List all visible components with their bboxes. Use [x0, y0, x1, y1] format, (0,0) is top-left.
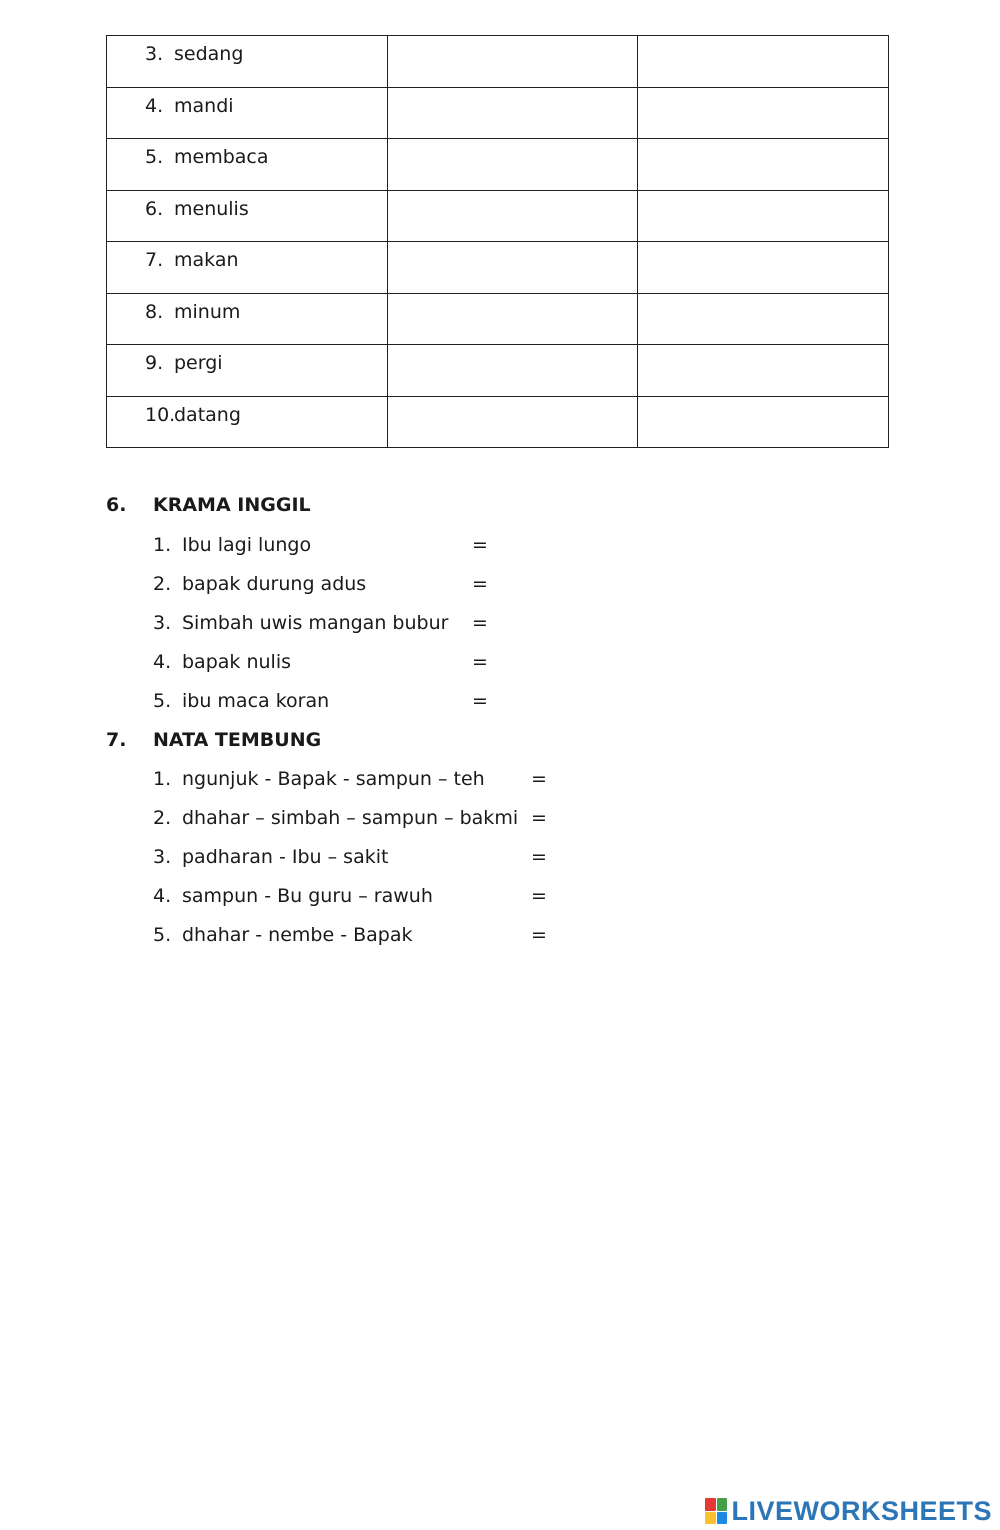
answer-cell[interactable] [638, 190, 889, 242]
word-cell [107, 190, 388, 242]
equals-sign: = [531, 846, 547, 868]
answer-input-col2[interactable] [388, 191, 637, 242]
row-word: minum [174, 300, 241, 323]
answer-input-col3[interactable] [638, 294, 888, 345]
answer-cell[interactable] [388, 242, 638, 294]
answer-cell[interactable] [638, 345, 889, 397]
item-text: padharan - Ibu – sakit [182, 846, 389, 868]
table-row [107, 396, 889, 448]
item-number: 5. [153, 924, 172, 946]
row-word: sedang [174, 43, 244, 65]
list-item [153, 651, 492, 681]
answer-input-col2[interactable] [388, 88, 637, 139]
row-number: 7. [145, 249, 164, 271]
list-item [153, 885, 551, 915]
table-row [107, 87, 889, 139]
row-word: makan [174, 249, 239, 271]
answer-cell[interactable] [638, 139, 889, 191]
word-cell [107, 396, 388, 448]
row-word: mandi [174, 94, 234, 117]
row-number: 6. [145, 197, 164, 220]
section-6-number: 6. [106, 494, 127, 516]
answer-cell[interactable] [388, 190, 638, 242]
word-cell [107, 36, 388, 88]
answer-cell[interactable] [388, 293, 638, 345]
answer-cell[interactable] [388, 139, 638, 191]
row-word: menulis [174, 197, 249, 220]
logo-mark-square [705, 1512, 716, 1525]
item-text: ibu maca koran [182, 690, 330, 712]
answer-input-col2[interactable] [388, 139, 637, 190]
word-cell [107, 242, 388, 294]
item-number: 1. [153, 534, 172, 556]
equals-sign: = [472, 612, 488, 634]
answer-cell[interactable] [638, 87, 889, 139]
equals-sign: = [531, 807, 547, 829]
list-item [153, 846, 551, 876]
list-item [153, 612, 492, 642]
section-7-title: NATA TEMBUNG [153, 729, 322, 751]
list-item [153, 807, 551, 837]
answer-cell[interactable] [638, 396, 889, 448]
equals-sign: = [531, 885, 547, 907]
answer-cell[interactable] [388, 87, 638, 139]
list-item [153, 924, 551, 954]
equals-sign: = [531, 924, 547, 946]
word-cell [107, 293, 388, 345]
answer-cell[interactable] [388, 396, 638, 448]
logo-mark-square [705, 1498, 716, 1511]
answer-input-col2[interactable] [388, 294, 637, 345]
item-text: bapak durung adus [182, 573, 367, 595]
item-text: dhahar - nembe - Bapak [182, 924, 413, 946]
item-text: ngunjuk - Bapak - sampun – teh [182, 768, 485, 790]
table-row [107, 36, 889, 88]
answer-input-col3[interactable] [638, 36, 888, 87]
answer-input-col2[interactable] [388, 36, 637, 87]
table-row [107, 293, 889, 345]
item-number: 2. [153, 807, 172, 829]
item-text: bapak nulis [182, 651, 291, 673]
logo-mark-icon [705, 1498, 727, 1524]
answer-cell[interactable] [388, 36, 638, 88]
table-row [107, 345, 889, 397]
item-number: 1. [153, 768, 172, 790]
section-6-title: KRAMA INGGIL [153, 494, 311, 516]
equals-sign: = [531, 768, 547, 790]
row-word: datang [174, 403, 241, 426]
row-number: 10. [145, 403, 176, 426]
equals-sign: = [472, 651, 488, 673]
logo-mark-square [717, 1498, 728, 1511]
word-cell [107, 139, 388, 191]
list-item [153, 573, 492, 603]
table-row [107, 242, 889, 294]
answer-input-col3[interactable] [638, 397, 888, 448]
answer-input-col2[interactable] [388, 345, 637, 396]
section-6-heading [106, 494, 311, 516]
item-text: sampun - Bu guru – rawuh [182, 885, 433, 907]
item-number: 3. [153, 612, 172, 634]
item-text: Ibu lagi lungo [182, 534, 312, 556]
answer-input-col3[interactable] [638, 139, 888, 190]
item-text: dhahar – simbah – sampun – bakmi [182, 807, 519, 829]
liveworksheets-logo [705, 1494, 992, 1528]
section-7-number: 7. [106, 729, 127, 751]
item-text: Simbah uwis mangan bubur [182, 612, 449, 634]
answer-input-col3[interactable] [638, 345, 888, 396]
row-word: pergi [174, 352, 223, 374]
equals-sign: = [472, 690, 488, 712]
answer-input-col2[interactable] [388, 242, 637, 293]
brand-text: LIVEWORKSHEETS [731, 1495, 992, 1526]
logo-mark-square [717, 1512, 728, 1525]
answer-cell[interactable] [638, 293, 889, 345]
answer-input-col2[interactable] [388, 397, 637, 448]
answer-input-col3[interactable] [638, 88, 888, 139]
word-cell [107, 87, 388, 139]
list-item [153, 534, 492, 564]
item-number: 3. [153, 846, 172, 868]
row-number: 9. [145, 352, 164, 374]
row-number: 3. [145, 43, 164, 65]
table-row [107, 139, 889, 191]
word-table [106, 35, 889, 448]
answer-cell[interactable] [638, 36, 889, 88]
equals-sign: = [472, 573, 488, 595]
list-item [153, 768, 551, 798]
list-item [153, 690, 492, 720]
table-row [107, 190, 889, 242]
equals-sign: = [472, 534, 488, 556]
answer-input-col3[interactable] [638, 191, 888, 242]
answer-cell[interactable] [638, 242, 889, 294]
row-word: membaca [174, 146, 269, 168]
row-number: 8. [145, 300, 164, 323]
item-number: 5. [153, 690, 172, 712]
item-number: 4. [153, 885, 172, 907]
answer-input-col3[interactable] [638, 242, 888, 293]
section-7-heading [106, 729, 321, 751]
row-number: 5. [145, 146, 164, 168]
answer-cell[interactable] [388, 345, 638, 397]
item-number: 4. [153, 651, 172, 673]
item-number: 2. [153, 573, 172, 595]
row-number: 4. [145, 94, 164, 117]
word-cell [107, 345, 388, 397]
